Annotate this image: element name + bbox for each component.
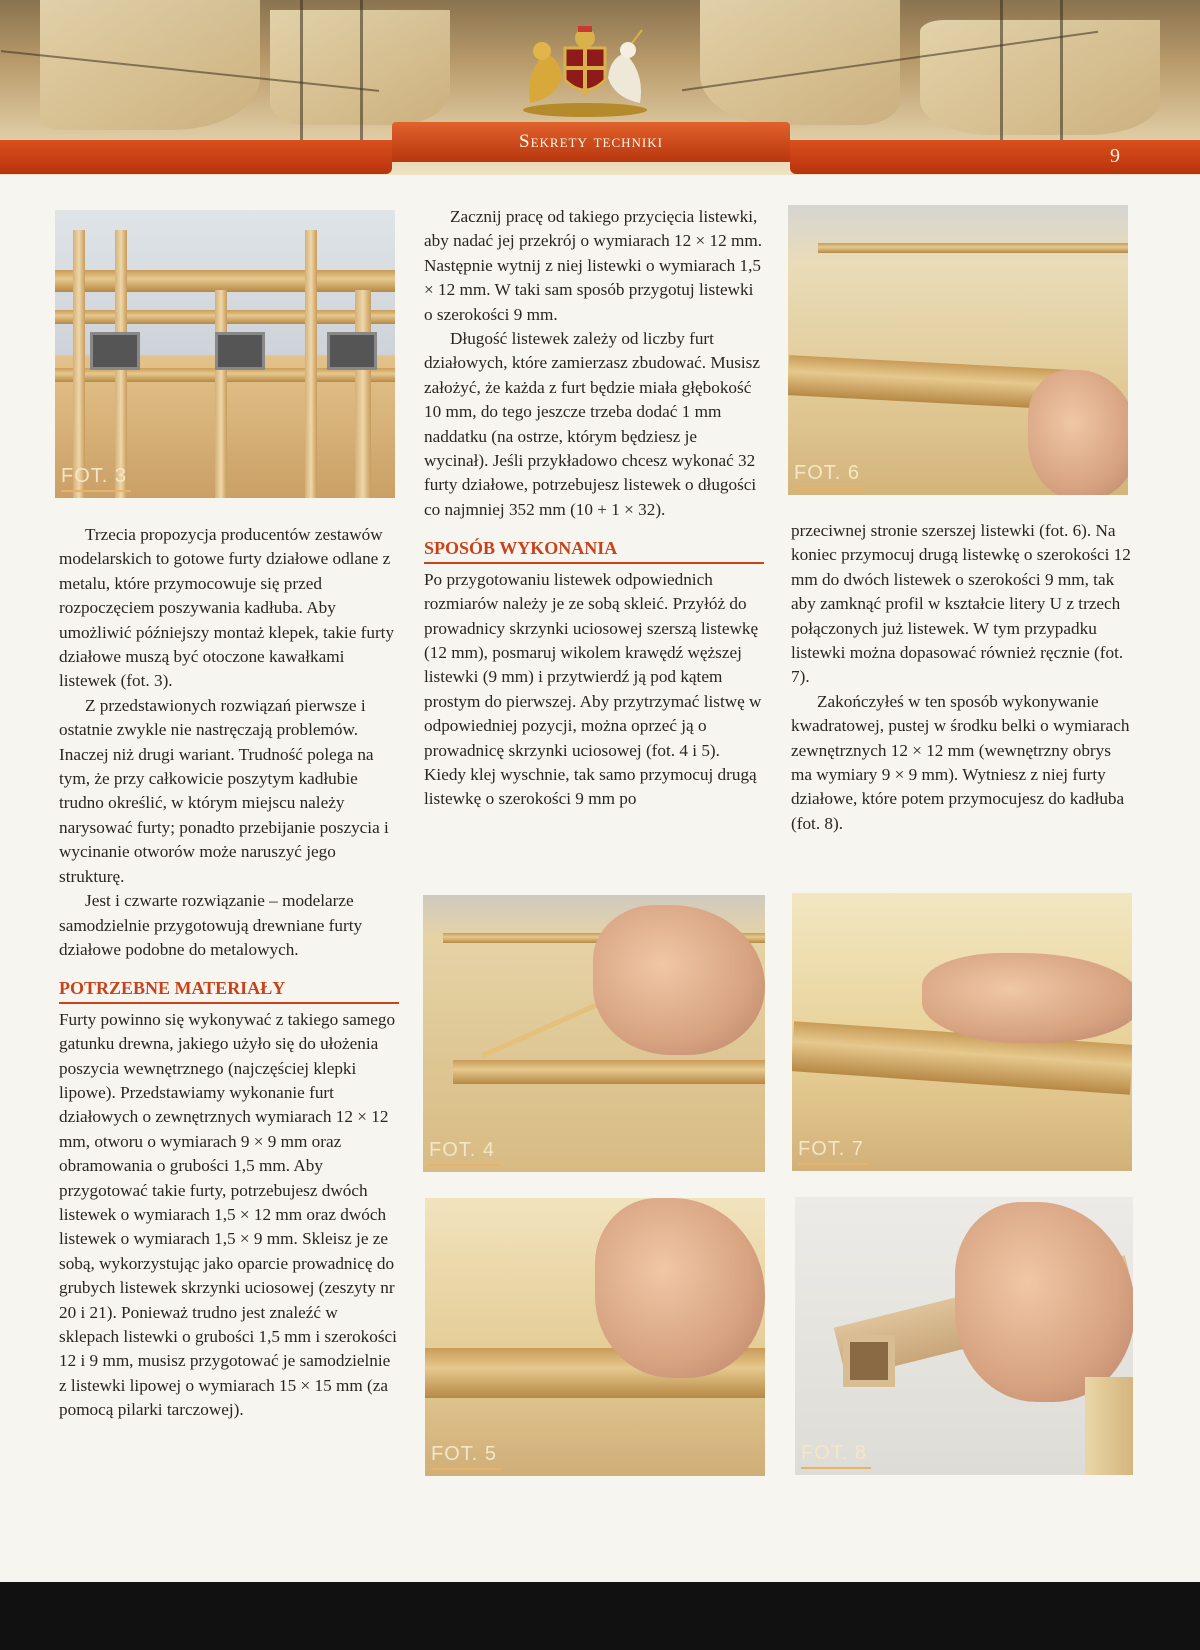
photo-fot-8 [795, 1197, 1133, 1475]
column-2 [424, 205, 764, 812]
photo-caption: FOT. 4 [429, 1139, 499, 1166]
paragraph: Z przedstawionych rozwiązań pierwsze i ostatnie zwykle nie nastręczają problemów. Inaczej niż drugi wariant. Trudność polega na tym, że przy całkowicie poszytym kadłubie trudno określić, w którym miejscu należy narysować furty; ponadto przebijanie poszycia i wycinanie otworów może naruszyć jego strukturę. [59, 695, 389, 886]
photo-fot-4 [423, 895, 765, 1172]
photo-caption: FOT. 7 [798, 1138, 868, 1165]
photo-fot-6 [788, 205, 1128, 495]
photo-caption: FOT. 6 [794, 462, 864, 489]
paragraph: Jest i czwarte rozwiązanie – modelarze samodzielnie przygotowują drewniane furty działowe podobne do metalowych. [59, 891, 363, 959]
paragraph: Po przygotowaniu listewek odpowiednich rozmiarów należy je ze sobą skleić. Przyłóż do prowadnicy skrzynki uciosowej szerszą listewkę (12 mm), posmaruj wikolem krawędź węższej listewki (9 mm) i przytwierdź ją pod kątem prostym do pierwszej. Aby przytrzymać listwę w odpowiedniej pozycji, można oprzeć ją o prowadnicę skrzynki uciosowej (fot. 4 i 5). Kiedy klej wyschnie, tak samo przymocuj drugą listewkę o szerokości 9 mm po [424, 569, 762, 809]
column-3 [791, 519, 1136, 836]
photo-fot-3 [55, 210, 395, 498]
royal-coat-of-arms-icon [510, 18, 660, 118]
paragraph: Furty powinno się wykonywać z takiego samego gatunku drewna, jakiego użyło się do ułożenia poszycia wewnętrznego (najczęściej klepki lipowe). Przedstawiamy wykonanie furt działowych o zewnętrznych wymiarach 12 × 12 mm, otworu o wymiarach 9 × 9 mm oraz obramowania o grubości 1,5 mm. Aby przygotować takie furty, potrzebujesz dwóch listewek o wymiarach 1,5 × 12 mm oraz dwóch listewek o wymiarach 1,5 × 9 mm. Skleisz je ze sobą, wykorzystując jako oparcie prowadnicę do grubych listewek skrzynki uciosowej (zeszyty nr 20 i 21). Ponieważ trudno jest znaleźć w sklepach listewki o grubości 1,5 mm i szerokości 12 i 9 mm, musisz przygotować je samodzielnie z listewki lipowej o wymiarach 15 × 15 mm (za pomocą pilarki tarczowej). [59, 1009, 397, 1420]
photo-caption: FOT. 3 [61, 465, 131, 492]
page-number: 9 [1110, 145, 1120, 167]
page-bottom-edge [0, 1582, 1200, 1650]
paragraph: Zacznij pracę od takiego przycięcia listewki, aby nadać jej przekrój o wymiarach 12 × 12 mm. Następnie wytnij z niej listewki o wymiarach 1,5 × 12 mm. W taki sam sposób przygotuj listewki o szerokości 9 mm. [424, 207, 763, 324]
column-1 [59, 523, 399, 1423]
paragraph: przeciwnej stronie szerszej listewki (fot. 6). Na koniec przymocuj drugą listewkę o szerokości 12 mm do dwóch listewek o szerokości 9 mm, tak aby zamknąć profil w kształcie litery U z trzech połączonych już listewek. W tym przypadku listewki można dopasować również ręcznie (fot. 7). [791, 521, 1131, 687]
header-band-left [0, 140, 392, 174]
photo-caption: FOT. 8 [801, 1442, 871, 1469]
paragraph: Trzecia propozycja producentów zestawów modelarskich to gotowe furty działowe odlane z metalu, które przymocowuje się przed rozpoczęciem poszywania kadłuba. Aby umożliwić późniejszy montaż klepek, takie furty działowe muszą być otoczone kawałkami listewek (fot. 3). [59, 525, 395, 691]
paragraph: Długość listewek zależy od liczby furt działowych, które zamierzasz zbudować. Musisz założyć, że każda z furt będzie miała głębokość 10 mm, do tego jeszcze trzeba dodać 1 mm naddatku (na ostrze, którym będziesz je wycinał). Jeśli przykładowo chcesz wykonać 32 furty działowe, potrzebujesz listewek o długości co najmniej 352 mm (10 + 1 × 32). [424, 329, 760, 519]
section-heading: POTRZEBNE MATERIAŁY [59, 976, 399, 1003]
photo-caption: FOT. 5 [431, 1443, 501, 1470]
photo-fot-7 [792, 893, 1132, 1171]
photo-fot-5 [425, 1198, 765, 1476]
paragraph: Zakończyłeś w ten sposób wykonywanie kwadratowej, pustej w środku belki o wymiarach zewnętrznych 12 × 12 mm (wewnętrzny obrys ma wymiary 9 × 9 mm). Wytniesz z niej furty działowe, które potem przymocujesz do kadłuba (fot. 8). [791, 691, 1130, 833]
section-heading: SPOSÓB WYKONANIA [424, 536, 764, 563]
section-title: Sekrety techniki [392, 122, 790, 162]
